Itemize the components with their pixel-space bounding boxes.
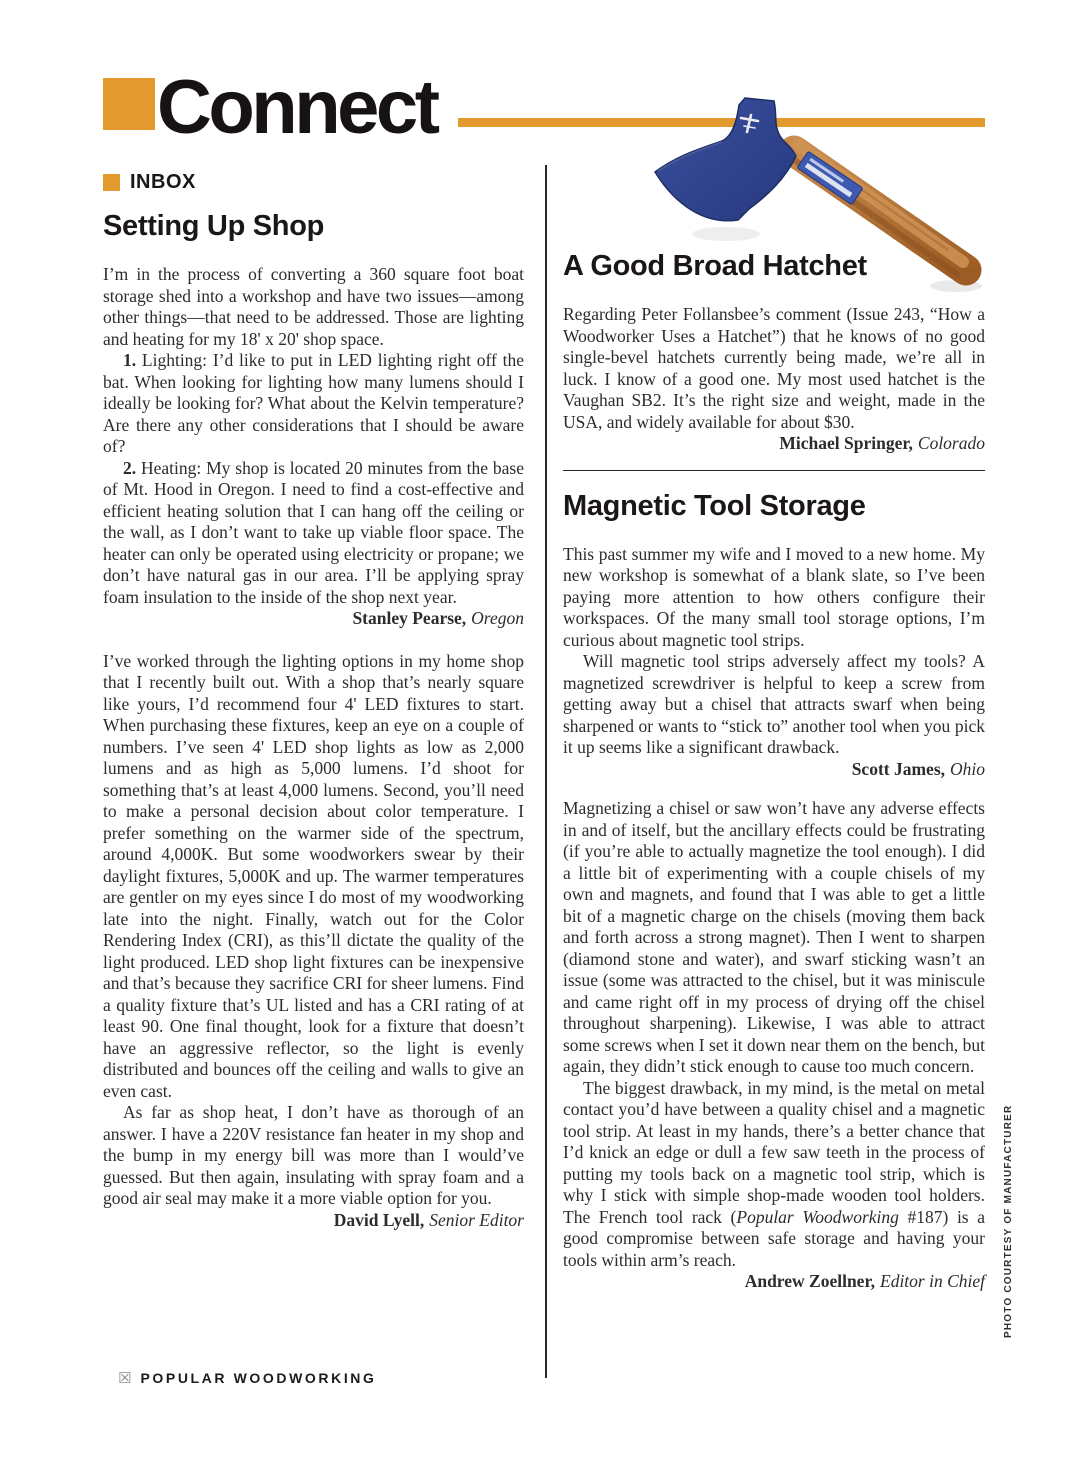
- left-column: [103, 210, 524, 1231]
- signature-name: Scott James,: [851, 758, 945, 779]
- text-segment: This past summer my wife and I moved to a new home. My new workshop is somewhat of a blank slate, so I’ve been paying more attention to how others configure their workspaces. Of the many small tool storage options, I’m curious about magnetic tool strips.: [563, 543, 985, 650]
- letter-body: [563, 304, 985, 433]
- signature-name: Andrew Zoellner,: [744, 1271, 875, 1291]
- article-title: Setting Up Shop: [103, 210, 325, 242]
- right-column: [563, 250, 985, 1293]
- letter-body: [563, 544, 985, 759]
- letter-signature: [563, 433, 985, 455]
- letter-signature: [563, 759, 985, 781]
- page-footer: [118, 1370, 377, 1386]
- section-divider-rule: [563, 470, 985, 471]
- text-segment: I’m in the process of converting a 360 square foot boat storage shed into a workshop and have two issues—among other things—that need to be addressed. Those are lighting and heating for my 18' x 20' shop space.: [103, 264, 524, 349]
- reply-signature: [103, 1210, 524, 1232]
- reply-body: [563, 798, 985, 1271]
- masthead-orange-square: [103, 78, 155, 130]
- signature-location: Senior Editor: [429, 1209, 524, 1230]
- paragraph: [563, 544, 985, 652]
- text-segment: #187) is a good compromise between safe storage and having your tools within arm’s reach.: [563, 1206, 985, 1270]
- signature-name: Stanley Pearse,: [352, 608, 467, 628]
- signature-location: Oregon: [471, 608, 524, 628]
- blade-shadow: [692, 227, 760, 241]
- text-segment: I’ve worked through the lighting options in my home shop that I recently built out. With a shop that’s nearly square like yours, I’d recommend four 4' LED fixtures to start. When purchasing these fixtures, keep an eye on a couple of numbers. I’ve seen 4' LED shop lights as low as 2,000 lumens and as high as 5,000 lumens. I’d shoot for something that’s at least 4,000 lumens. Second, you’ll need to make a personal decision about color temperature. I prefer something on the warmer side of the spectrum, around 4,000K. But some woodworkers swear by their daylight fixtures, 5,000K and up. The warmer temperatures are gentler on my eyes since I do most of my woodworking late into the night. Finally, watch out for the Color Rendering Index (CRI), as this’ll dictate the quality of the light produced. LED shop light fixtures can be inexpensive and that’s because they sacrifice CRI for sheer lumens. Find a quality fixture that’s UL listed and has a CRI rating of at least 90. One final thought, look for a fixture that doesn’t have an aggressive reflector, so the light is evenly distributed and bounces off the ceiling and walls to give an even cast.: [103, 650, 524, 1101]
- text-segment: The biggest drawback, in my mind, is the metal on metal contact you’d have between a quality chisel and a magnetic tool strip. At least in my hands, there’s a better chance that I’d knick an edge or dull a few saw teeth in the process of putting my tools back on a magnetic tool strip, which is why I stick with simple shop-made wooden tool holders. The French tool rack (: [563, 1077, 985, 1227]
- hatchet-photo: [598, 86, 998, 298]
- text-segment: 1.: [123, 350, 142, 370]
- article-title: A Good Broad Hatchet: [563, 250, 867, 282]
- article-setting-up-shop: [103, 210, 524, 1231]
- paragraph: [103, 1102, 524, 1210]
- signature-location: Colorado: [917, 433, 985, 453]
- signature-name: Michael Springer,: [779, 433, 913, 453]
- text-segment: Heating: My shop is located 20 minutes from the base of Mt. Hood in Oregon. I need to find a cost-effective and efficient heating solution that I can hang off the ceiling or the wall, as I don’t want to take up viable floor space. The heater can only be operated using electricity or propane; we don’t have natural gas in our area. I’ll be applying spray foam insulation to the inside of the shop next year.: [103, 457, 525, 607]
- paragraph: [563, 798, 985, 1078]
- article-title: Magnetic Tool Storage: [563, 489, 866, 522]
- column-divider: [545, 165, 547, 1378]
- text-segment: Regarding Peter Follansbee’s comment (Issue 243, “How a Woodworker Uses a Hatchet”) that he knows of no good single-bevel hatchets currently being made, we’re all in luck. I know of a good one. My most used hatchet is the Vaughan SB2. It’s the right size and weight, made in the USA, and widely available for about $30.: [563, 304, 985, 432]
- paragraph: [103, 350, 524, 458]
- signature-name: David Lyell,: [333, 1209, 425, 1230]
- reply-body: [103, 651, 524, 1210]
- letter-signature: [103, 608, 524, 630]
- hatchet-head: [655, 98, 796, 221]
- kicker: [103, 171, 196, 194]
- signature-location: Editor in Chief: [880, 1271, 985, 1291]
- photo-credit: PHOTO COURTESY OF MANUFACTURER: [1003, 1104, 1014, 1338]
- paragraph: [563, 1078, 985, 1272]
- paragraph: [563, 651, 985, 759]
- text-segment: Lighting: I’d like to put in LED lighting right off the bat. When looking for lighting how many lumens should I ideally be looking for? What about the Kelvin temperature? Are there any other considerations that I should be aware of?: [103, 350, 525, 456]
- article-magnetic-tool-storage: [563, 490, 985, 1293]
- text-segment: Popular Woodworking: [736, 1206, 899, 1227]
- kicker-label: INBOX: [130, 171, 196, 193]
- paragraph: [103, 651, 524, 1103]
- section-title: Connect: [157, 65, 437, 150]
- signature-location: Ohio: [950, 758, 985, 779]
- paragraph: [103, 458, 524, 609]
- paragraph: [103, 264, 524, 350]
- kicker-orange-square: [103, 174, 120, 191]
- page-number-marker: ☒: [118, 1369, 132, 1387]
- text-segment: As far as shop heat, I don’t have as thorough of an answer. I have a 220V resistance fan heater in my shop and the bump in my energy bill was more than I would’ve guessed. But then again, insulating with spray foam and a good air seal may make it a more viable option for you.: [103, 1102, 524, 1208]
- reply-signature: [563, 1271, 985, 1293]
- paragraph: [563, 304, 985, 433]
- magazine-name: POPULAR WOODWORKING: [140, 1370, 377, 1386]
- text-segment: 2.: [123, 457, 141, 478]
- letter-body: [103, 264, 524, 608]
- text-segment: Will magnetic tool strips adversely affect my tools? A magnetized screwdriver is helpful to keep a screw from getting away but a chisel that attracts swarf when being sharpened or wants to “stick to” another tool when you pick it up seems like a significant drawback.: [563, 651, 985, 757]
- text-segment: Magnetizing a chisel or saw won’t have any adverse effects in and of itself, but the ancillary effects could be frustrating (if you’re able to actually magnetize the tool enough). I did a little bit of experimenting with a couple chisels of my own and magnets, and found that I was able to get a little bit of a magnetic charge on the chisels (moving them back and forth across a strong magnet). Then I went to sharpen (diamond stone and water), and swarf sticking wasn’t an issue (some was attracted to the chisel, but it was miniscule and came right off in my process of drying off the chisel throughout sharpening). Likewise, I was able to attract some screws when I set it down near them on the bench, but again, they didn’t stick enough to cause too much concern.: [563, 798, 985, 1076]
